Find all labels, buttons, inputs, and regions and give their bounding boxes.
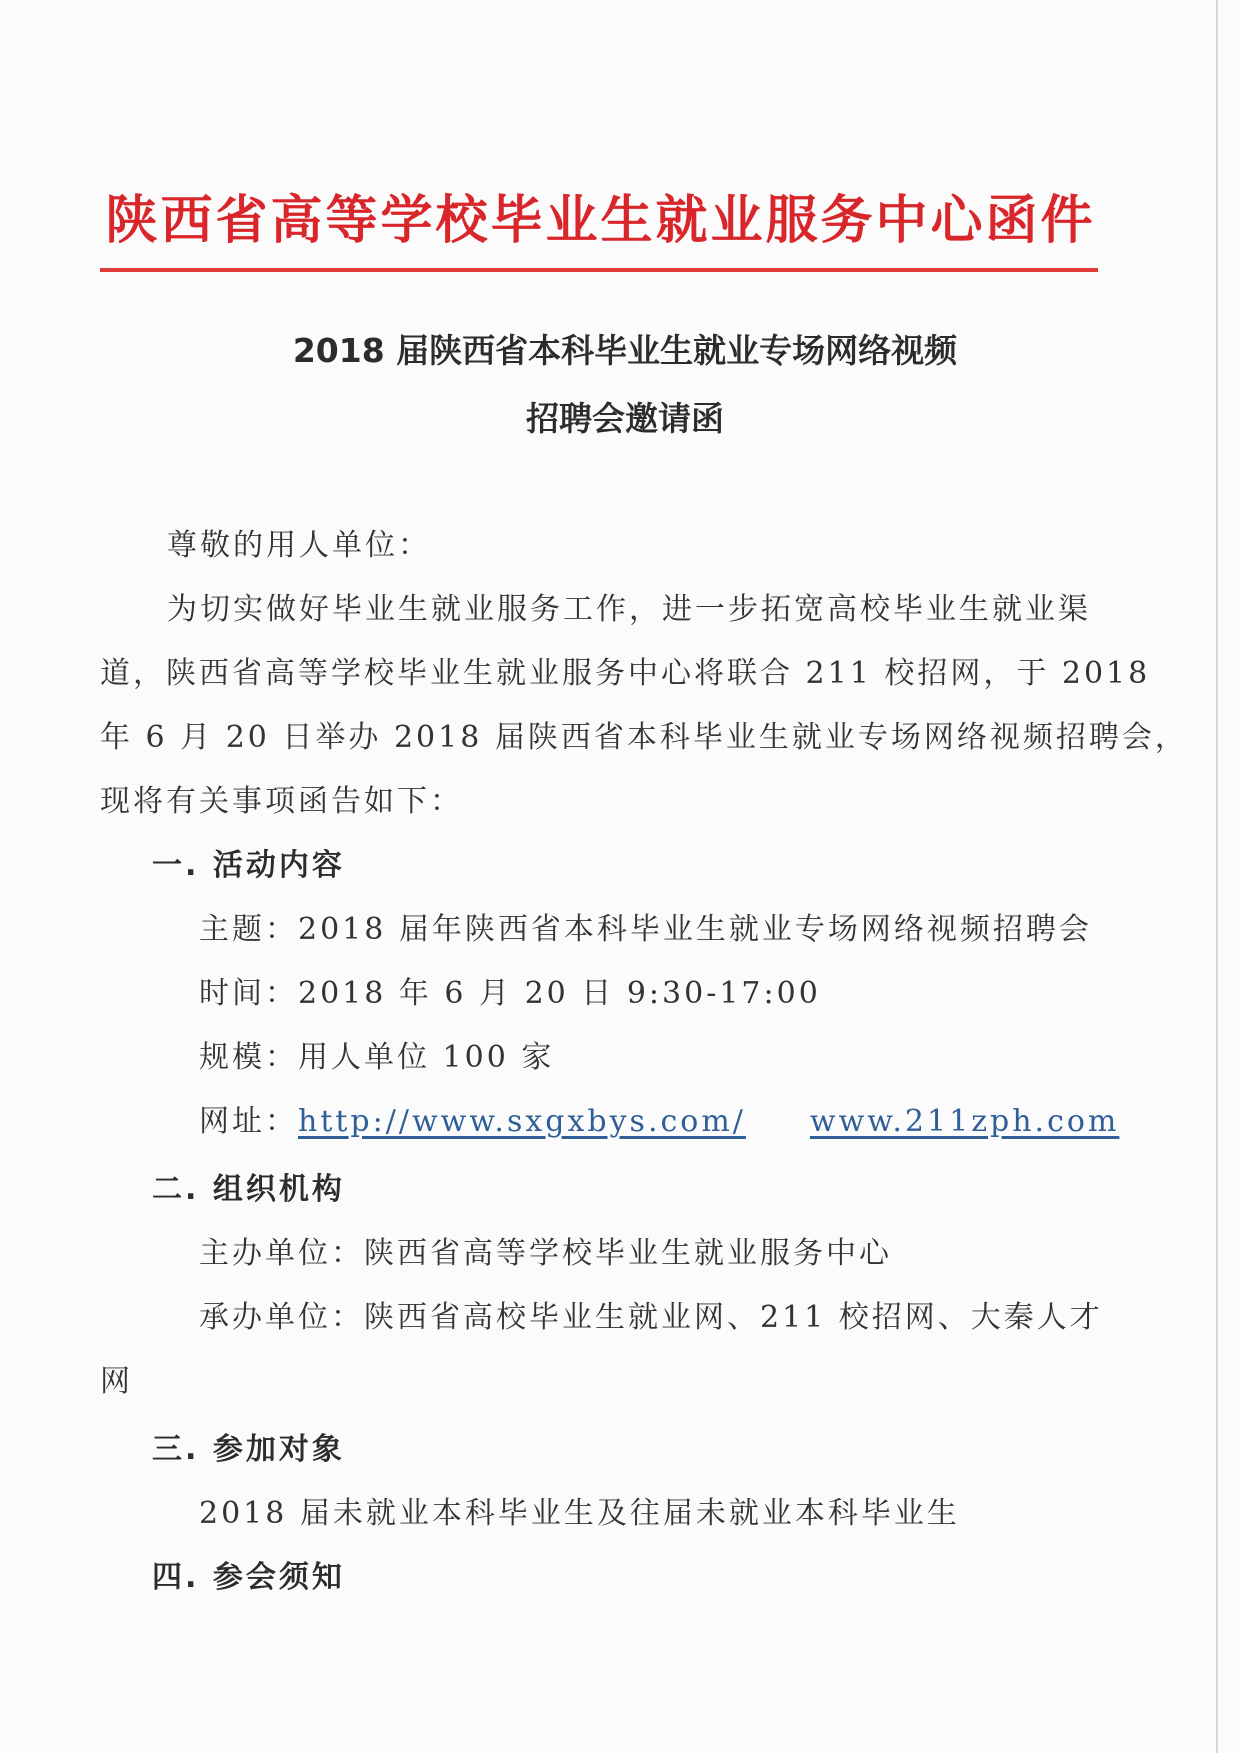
section-heading-participants: 三. 参加对象 bbox=[152, 1432, 345, 1467]
section-heading-notice: 四. 参会须知 bbox=[152, 1560, 345, 1595]
org-organizer-line2: 网 bbox=[100, 1364, 133, 1399]
document-title-line2: 招聘会邀请函 bbox=[526, 399, 724, 438]
org-organizer-line1: 承办单位：陕西省高校毕业生就业网、211 校招网、大秦人才 bbox=[199, 1300, 1103, 1335]
url-label: 网址： bbox=[199, 1104, 298, 1139]
activity-scale: 规模：用人单位 100 家 bbox=[199, 1040, 555, 1075]
document-title-line1: 2018 届陕西省本科毕业生就业专场网络视频 bbox=[292, 331, 958, 370]
section-heading-organization: 二. 组织机构 bbox=[152, 1172, 345, 1207]
intro-line1: 为切实做好毕业生就业服务工作，进一步拓宽高校毕业生就业渠 bbox=[167, 592, 1091, 627]
scan-edge bbox=[1216, 0, 1218, 1753]
url-link-211zph[interactable]: www.211zph.com bbox=[809, 1104, 1120, 1139]
salutation: 尊敬的用人单位： bbox=[167, 528, 431, 563]
activity-url-row bbox=[199, 1096, 1119, 1140]
intro-line2: 道，陕西省高等学校毕业生就业服务中心将联合 211 校招网，于 2018 bbox=[100, 656, 1151, 691]
intro-line4: 现将有关事项函告如下： bbox=[100, 784, 463, 819]
org-host: 主办单位：陕西省高等学校毕业生就业服务中心 bbox=[199, 1236, 892, 1271]
activity-theme: 主题：2018 届年陕西省本科毕业生就业专场网络视频招聘会 bbox=[199, 912, 1092, 947]
letterhead-rule bbox=[100, 268, 1098, 272]
participants-text: 2018 届未就业本科毕业生及往届未就业本科毕业生 bbox=[199, 1496, 960, 1531]
letterhead-title: 陕西省高等学校毕业生就业服务中心函件 bbox=[105, 191, 1096, 251]
intro-line3: 年 6 月 20 日举办 2018 届陕西省本科毕业生就业专场网络视频招聘会， bbox=[100, 720, 1188, 755]
url-link-sxgxbys[interactable]: http://www.sxgxbys.com/ bbox=[298, 1104, 746, 1139]
activity-time: 时间：2018 年 6 月 20 日 9:30-17:00 bbox=[199, 976, 821, 1011]
section-heading-activity: 一. 活动内容 bbox=[152, 848, 345, 883]
